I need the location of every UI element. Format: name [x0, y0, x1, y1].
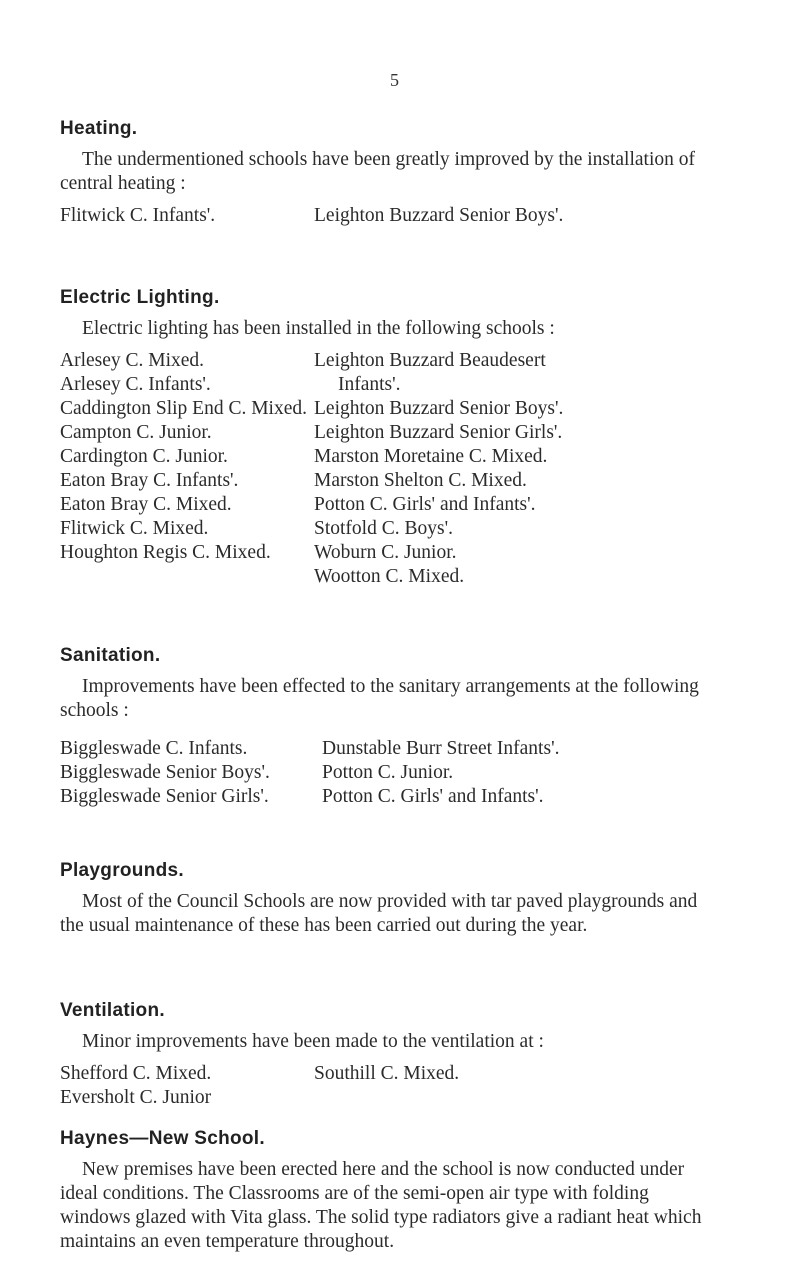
list-item: Eversholt C. Junior	[60, 1087, 212, 1108]
list-item: Woburn C. Junior.	[314, 542, 457, 563]
list-item: Dunstable Burr Street Infants'.	[322, 738, 560, 759]
list-item: Houghton Regis C. Mixed.	[60, 542, 271, 563]
section-haynes	[60, 1128, 715, 1262]
list-item: Stotfold C. Boys'.	[314, 518, 453, 539]
heating-list	[60, 204, 715, 230]
heading-heating: Heating.	[60, 118, 138, 139]
heating-text: The undermentioned schools have been greatly improved by the installation of central heating :	[60, 149, 695, 194]
list-item: Caddington Slip End C. Mixed.	[60, 398, 308, 419]
section-electric-lighting	[60, 287, 715, 591]
list-item: Arlesey C. Infants'.	[60, 374, 211, 395]
ventilation-list	[60, 1062, 715, 1112]
list-item: Cardington C. Junior.	[60, 446, 228, 467]
ventilation-list-right	[314, 1062, 459, 1086]
list-item: Leighton Buzzard Senior Boys'.	[314, 205, 564, 226]
list-item: Flitwick C. Infants'.	[60, 205, 216, 226]
section-ventilation	[60, 1000, 715, 1112]
list-item: Potton C. Junior.	[322, 762, 454, 783]
ventilation-list-left	[60, 1062, 211, 1110]
list-item: Biggleswade Senior Boys'.	[60, 762, 270, 783]
list-item: Campton C. Junior.	[60, 422, 212, 443]
heading-haynes: Haynes—New School.	[60, 1128, 265, 1149]
electric-lighting-text: Electric lighting has been installed in the following schools :	[82, 318, 555, 339]
electric-lighting-list	[60, 349, 715, 591]
electric-lighting-list-right	[314, 349, 563, 589]
list-item: Leighton Buzzard Senior Boys'.	[314, 398, 564, 419]
section-playgrounds	[60, 860, 715, 946]
list-item: Biggleswade Senior Girls'.	[60, 786, 269, 807]
list-item: Southill C. Mixed.	[314, 1063, 460, 1084]
sanitation-list-right	[322, 737, 559, 809]
list-item: Infants'.	[338, 374, 401, 395]
section-heating	[60, 118, 715, 230]
list-item: Biggleswade C. Infants.	[60, 738, 248, 759]
section-sanitation	[60, 645, 715, 811]
heating-list-left	[60, 204, 215, 228]
list-item: Potton C. Girls' and Infants'.	[314, 494, 536, 515]
list-item: Eaton Bray C. Infants'.	[60, 470, 239, 491]
list-item: Shefford C. Mixed.	[60, 1063, 212, 1084]
heating-list-right	[314, 204, 563, 228]
ventilation-text: Minor improvements have been made to the ventilation at :	[82, 1031, 544, 1052]
list-item: Leighton Buzzard Senior Girls'.	[314, 422, 563, 443]
sanitation-list	[60, 737, 715, 811]
page-number: 5	[390, 70, 399, 90]
playgrounds-text: Most of the Council Schools are now provided with tar paved playgrounds and the usual maintenance of these has been carried out during the year.	[60, 891, 698, 936]
heading-playgrounds: Playgrounds.	[60, 860, 184, 881]
list-item: Marston Moretaine C. Mixed.	[314, 446, 548, 467]
sanitation-list-left	[60, 737, 270, 809]
list-item: Leighton Buzzard Beaudesert	[314, 350, 546, 371]
haynes-text: New premises have been erected here and the school is now conducted under ideal conditions. The Classrooms are of the semi-open air type with folding windows glazed with Vita glass. The solid type radiators give a radiant heat which maintains an even temperature throughout.	[60, 1159, 702, 1252]
electric-lighting-list-left	[60, 349, 307, 565]
heading-ventilation: Ventilation.	[60, 1000, 165, 1021]
list-item: Arlesey C. Mixed.	[60, 350, 205, 371]
list-item: Potton C. Girls' and Infants'.	[322, 786, 544, 807]
heading-sanitation: Sanitation.	[60, 645, 161, 666]
sanitation-text: Improvements have been effected to the sanitary arrangements at the following schools :	[60, 676, 699, 721]
heading-electric-lighting: Electric Lighting.	[60, 287, 220, 308]
list-item: Wootton C. Mixed.	[314, 566, 465, 587]
list-item: Marston Shelton C. Mixed.	[314, 470, 527, 491]
list-item: Flitwick C. Mixed.	[60, 518, 209, 539]
list-item: Eaton Bray C. Mixed.	[60, 494, 232, 515]
